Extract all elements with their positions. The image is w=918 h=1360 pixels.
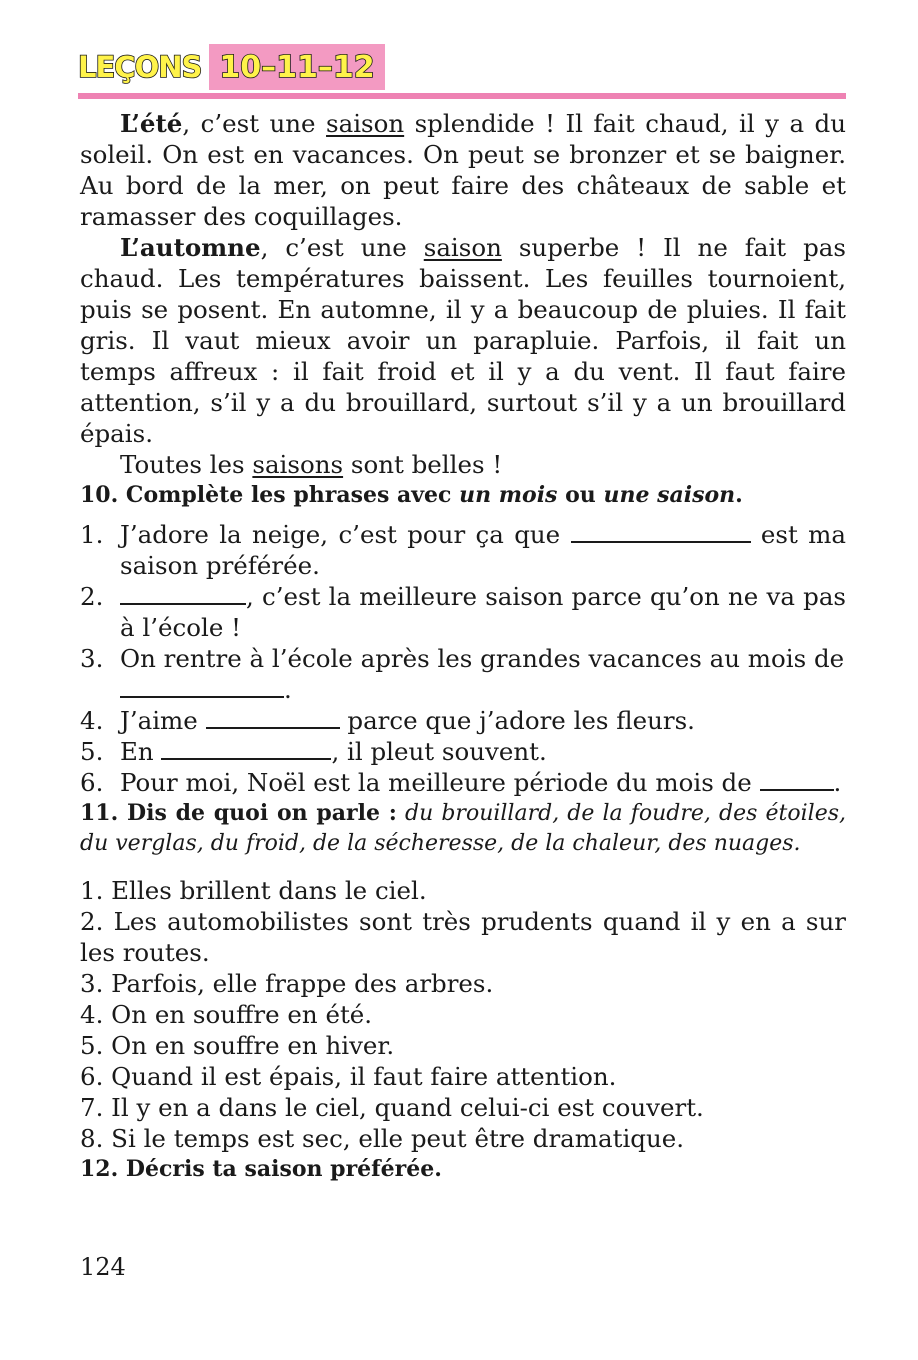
text-span: Toutes les <box>120 450 253 479</box>
item-text: parce que j’adore les fleurs. <box>347 706 695 735</box>
header-rule <box>78 93 846 99</box>
list-item: 5. On en souffre en hiver. <box>80 1031 395 1060</box>
item-number: 2. <box>80 582 104 611</box>
season-automne: L’automne <box>120 233 261 262</box>
text-span: superbe ! Il ne fait pas chaud. Les températures baissent. Les feuilles tournoient, puis se posent. En automne, il y a beaucoup de pluies. Il fait gris. Il vaut mieux avoir un parapluie. Parfois, il fait un temps affreux : il fait froid et il y a du vent. Il faut faire attention, s’il y a du brouillard, surtout s’il y a un brouillard épais. <box>80 233 846 448</box>
list-item: 8. Si le temps est sec, elle peut être dramatique. <box>80 1124 685 1153</box>
text-span: splendide ! Il fait chaud, il y a du soleil. On est en vacances. On peut se bronzer et se baigner. Au bord de la mer, on peut faire des châteaux de sable et ramasser des coquillages. <box>80 109 846 231</box>
item-text: . <box>833 768 842 797</box>
text-span: sont belles ! <box>343 450 503 479</box>
list-item <box>80 643 846 705</box>
fill-blank[interactable] <box>120 674 284 698</box>
title-part: ou <box>557 482 604 508</box>
item-number: 1. <box>80 520 104 549</box>
item-text: Pour moi, Noël est la meilleure période du mois de <box>120 768 752 797</box>
list-item: 7. Il y en a dans le ciel, quand celui-ci est couvert. <box>80 1093 704 1122</box>
item-text: , c’est la meilleure saison parce qu’on ne va pas à l’école ! <box>120 582 846 642</box>
title-italic: un mois <box>459 482 558 508</box>
paragraph-automne <box>80 232 846 449</box>
item-text: En <box>120 737 154 766</box>
underlined-word: saison <box>326 109 405 138</box>
title-part: 10. Complète les phrases avec <box>80 482 460 508</box>
item-text: On rentre à l’école après les grandes vacances au mois de <box>120 644 845 673</box>
list-item <box>80 705 846 736</box>
list-item: 2. Les automobilistes sont très prudents quand il y en a sur les routes. <box>80 907 846 967</box>
item-number: 6. <box>80 768 104 797</box>
page-number: 124 <box>80 1253 126 1281</box>
title-italic: du brouillard, de la foudre, des étoiles, du verglas, du froid, de la sécheresse, de la chaleur, des nuages. <box>80 801 846 856</box>
season-ete: L’été <box>120 109 183 138</box>
item-number: 5. <box>80 737 104 766</box>
paragraph-conclusion <box>80 449 846 480</box>
page-content <box>80 108 846 1185</box>
fill-blank[interactable] <box>760 767 834 791</box>
exercise-12-title: 12. Décris ta saison préférée. <box>80 1156 442 1182</box>
exercise-11-title <box>80 798 846 859</box>
item-text: , il pleut souvent. <box>331 737 547 766</box>
exercise-11-list <box>80 875 846 1154</box>
lesson-numbers: 10–11–12 <box>219 49 375 85</box>
fill-blank[interactable] <box>161 736 331 760</box>
text-span: , c’est une <box>182 109 327 138</box>
lesson-header <box>78 42 385 92</box>
item-text: J’adore la neige, c’est pour ça que <box>120 520 561 549</box>
exercise-10-list <box>80 519 846 798</box>
lesson-number-box <box>209 44 384 90</box>
list-item <box>80 736 846 767</box>
fill-blank[interactable] <box>120 581 246 605</box>
text-span: , c’est une <box>260 233 424 262</box>
item-number: 3. <box>80 644 104 673</box>
underlined-word: saison <box>423 233 502 262</box>
item-number: 4. <box>80 706 104 735</box>
list-item: 6. Quand il est épais, il faut faire attention. <box>80 1062 617 1091</box>
list-item <box>80 519 846 581</box>
list-item: 4. On en souffre en été. <box>80 1000 373 1029</box>
fill-blank[interactable] <box>571 519 751 543</box>
list-item <box>80 581 846 643</box>
title-part: . <box>735 482 743 508</box>
fill-blank[interactable] <box>206 705 340 729</box>
exercise-10-title <box>80 480 846 511</box>
list-item <box>80 767 846 798</box>
title-italic: une saison <box>603 482 736 508</box>
list-item: 1. Elles brillent dans le ciel. <box>80 876 427 905</box>
item-text: est ma saison préférée. <box>120 520 846 580</box>
list-item: 3. Parfois, elle frappe des arbres. <box>80 969 494 998</box>
underlined-word: saisons <box>252 450 344 479</box>
item-text: J’aime <box>120 706 198 735</box>
title-bold: 11. Dis de quoi on parle : <box>80 800 397 826</box>
item-text: . <box>284 675 292 704</box>
paragraph-ete <box>80 108 846 232</box>
lesson-label: LEÇONS <box>78 50 202 84</box>
